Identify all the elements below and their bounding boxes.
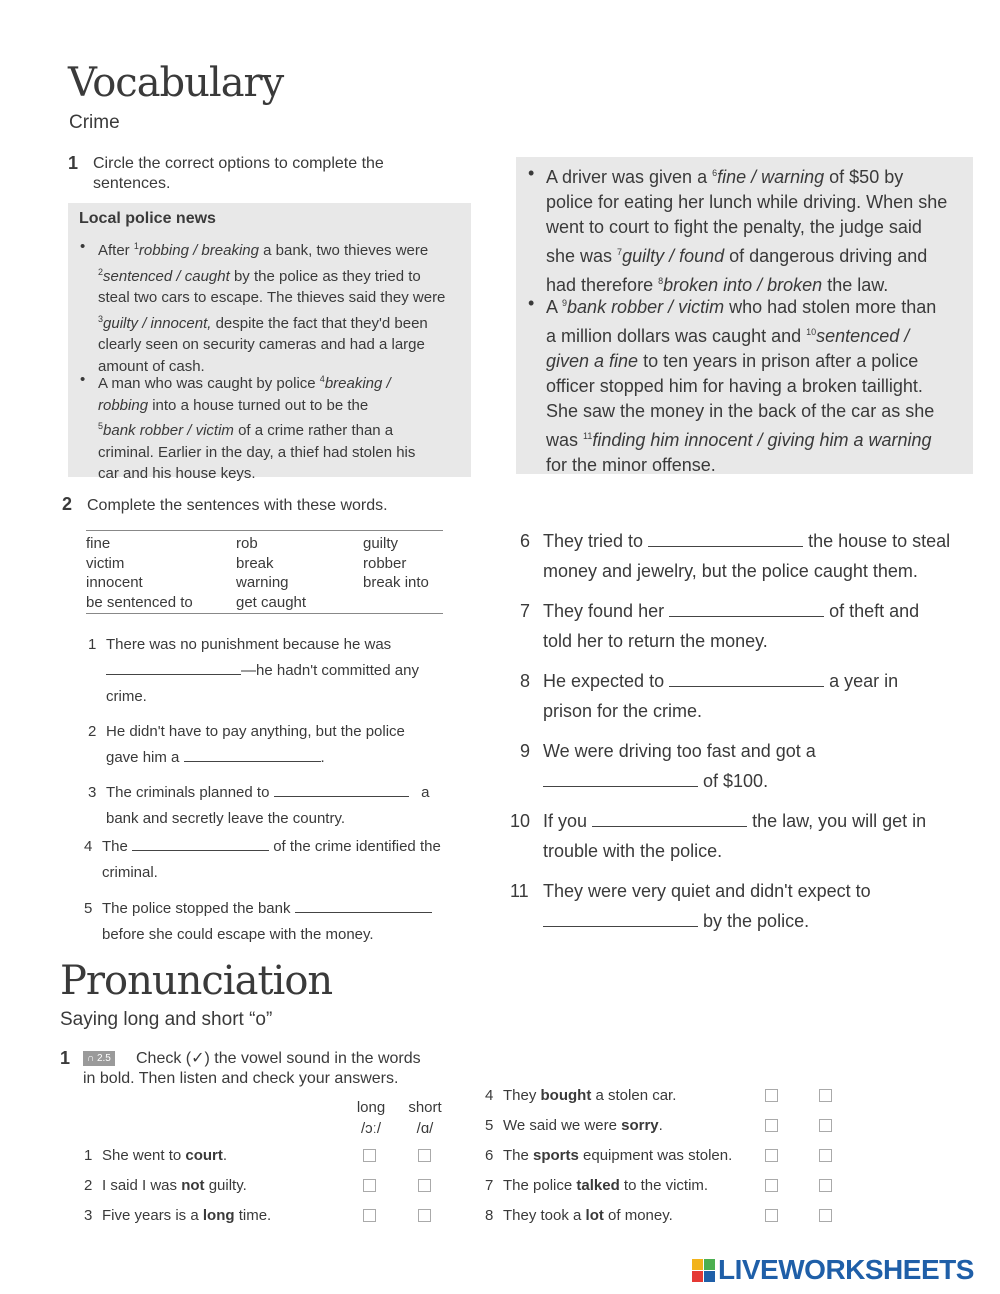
word: break into bbox=[363, 574, 429, 591]
answer-blank[interactable] bbox=[132, 849, 269, 851]
pronunciation-item: 1 She went to court. bbox=[84, 1147, 464, 1164]
option-4-cont[interactable]: robbing bbox=[98, 396, 149, 414]
pronunciation-title: Pronunciation bbox=[60, 958, 333, 1004]
word: victim bbox=[86, 554, 125, 572]
answer-blank[interactable] bbox=[543, 785, 698, 787]
word: warning bbox=[236, 574, 289, 591]
long-checkbox[interactable] bbox=[363, 1179, 376, 1192]
word: get caught bbox=[236, 593, 307, 611]
word-box bbox=[86, 530, 443, 614]
long-checkbox[interactable] bbox=[765, 1089, 778, 1102]
news-item-2: • A man who was caught by police $^4$breaking / robbing into a house turned out to be the $^5$bank robber / victim of a crime rather than a criminal. Earlier in the day, a thief had stolen his car and his house keys. bbox=[76, 369, 488, 485]
instruction-line: Circle the correct options to complete the bbox=[93, 155, 384, 172]
option-5[interactable]: bank robber / victim bbox=[103, 422, 234, 439]
option-3[interactable]: guilty / innocent, bbox=[103, 314, 212, 332]
word: innocent bbox=[86, 574, 143, 591]
question-7: 7 They found her of theft and told her to return the money. bbox=[520, 601, 920, 651]
word: be sentenced to bbox=[86, 593, 193, 611]
long-checkbox[interactable] bbox=[765, 1179, 778, 1192]
news-item-4: • A $^9$bank robber / victim who had stolen more than a million dollars was caught and $^{10}$sentenced / given a fine to ten years in prison after a police officer stopped him for having a broken taillight. She saw the money in the back of the car as she was $^{11}$finding him innocent / giving him a warning for the minor offense. bbox=[524, 291, 991, 478]
news-item-3: • A driver was given a $^6$fine / warning of $50 by police for eating her lunch while driving. When she went to court to fight the penalty, the judge said she was $^7$guilty / found of dangerous driving and had therefore $^8$broken into / broken the law. bbox=[524, 161, 991, 298]
pronunciation-item: 5 We said we were sorry. bbox=[485, 1117, 865, 1134]
option-2[interactable]: sentenced / caught bbox=[103, 267, 230, 285]
question-11: 11 They were very quiet and didn't expect to by the police. bbox=[510, 881, 871, 931]
pronunciation-item: 2 I said I was not guilty. bbox=[84, 1177, 464, 1194]
short-checkbox[interactable] bbox=[418, 1179, 431, 1192]
option-11[interactable]: finding him innocent / giving him a warning bbox=[592, 430, 932, 450]
question-8: 8 He expected to a year in prison for the crime. bbox=[520, 671, 899, 721]
pronunciation-item: 6 The sports equipment was stolen. bbox=[485, 1147, 865, 1164]
question-4: 4 The of the crime identified the criminal. bbox=[84, 838, 441, 881]
box-title: Local police news bbox=[79, 210, 216, 227]
audio-badge[interactable]: ∩ 2.5 bbox=[83, 1051, 115, 1066]
column-header-long: long /ɔː/ bbox=[356, 1099, 386, 1137]
word: robber bbox=[363, 554, 407, 572]
option-9[interactable]: bank robber / victim bbox=[567, 297, 725, 317]
short-checkbox[interactable] bbox=[819, 1089, 832, 1102]
answer-blank[interactable] bbox=[648, 545, 803, 547]
question-10: 10 If you the law, you will get in trouble with the police. bbox=[510, 811, 927, 861]
pronunciation-item: 7 The police talked to the victim. bbox=[485, 1177, 865, 1194]
word: break bbox=[236, 554, 274, 572]
word: rob bbox=[236, 535, 258, 552]
vocabulary-subtitle: Crime bbox=[69, 112, 120, 133]
answer-blank[interactable] bbox=[543, 925, 698, 927]
long-checkbox[interactable] bbox=[765, 1209, 778, 1222]
long-checkbox[interactable] bbox=[765, 1149, 778, 1162]
question-3: 3 The criminals planned to a bank and secretly leave the country. bbox=[88, 784, 430, 827]
question-6: 6 They tried to the house to steal money and jewelry, but the police caught them. bbox=[520, 531, 951, 581]
short-checkbox[interactable] bbox=[819, 1119, 832, 1132]
instruction-text: Complete the sentences with these words. bbox=[87, 497, 388, 514]
column-header-short: short /ɑ/ bbox=[408, 1099, 442, 1137]
question-1: 1 There was no punishment because he was —he hadn't committed any crime. bbox=[88, 636, 419, 705]
short-checkbox[interactable] bbox=[819, 1149, 832, 1162]
short-checkbox[interactable] bbox=[819, 1179, 832, 1192]
instruction-line: sentences. bbox=[93, 175, 171, 192]
word: fine bbox=[86, 535, 111, 552]
option-4[interactable]: breaking / bbox=[324, 375, 391, 392]
short-checkbox[interactable] bbox=[418, 1209, 431, 1222]
pronunciation-item: 3 Five years is a long time. bbox=[84, 1207, 464, 1224]
logo-blocks-icon bbox=[692, 1259, 716, 1283]
pronunciation-item: 8 They took a lot of money. bbox=[485, 1207, 865, 1224]
answer-blank[interactable] bbox=[184, 760, 321, 762]
vocabulary-title: Vocabulary bbox=[68, 60, 284, 106]
news-item-1: • After $^1$robbing / breaking a bank, two thieves were $^2$sentenced / caught by the police as they tried to steal two cars to escape. The thieves said they were $^3$guilty / innocent, despite the fact that they'd been clearly seen on security cameras and had a large amount of cash. bbox=[76, 236, 488, 377]
option-7[interactable]: guilty / found bbox=[622, 246, 725, 266]
exercise-number: 2 bbox=[62, 494, 73, 514]
question-9: 9 We were driving too fast and got a of $100. bbox=[520, 741, 816, 791]
option-8[interactable]: broken into / broken bbox=[663, 275, 823, 295]
word: guilty bbox=[363, 535, 399, 552]
headphones-icon: ∩ bbox=[87, 1053, 95, 1064]
long-checkbox[interactable] bbox=[765, 1119, 778, 1132]
pronunciation-subtitle: Saying long and short “o” bbox=[60, 1009, 273, 1030]
pronunciation-item: 4 They bought a stolen car. bbox=[485, 1087, 865, 1104]
exercise-1-instruction bbox=[68, 153, 448, 192]
option-6[interactable]: fine / warning bbox=[717, 167, 825, 187]
answer-blank[interactable] bbox=[669, 685, 824, 687]
option-10-cont[interactable]: given a fine bbox=[546, 351, 639, 371]
option-1[interactable]: robbing / breaking bbox=[138, 242, 259, 259]
liveworksheets-logo: LIVEWORKSHEETS bbox=[692, 1255, 992, 1285]
exercise-2-instruction bbox=[62, 494, 388, 515]
answer-blank[interactable] bbox=[295, 911, 432, 913]
answer-blank[interactable] bbox=[106, 673, 241, 675]
short-checkbox[interactable] bbox=[819, 1209, 832, 1222]
answer-blank[interactable] bbox=[592, 825, 747, 827]
answer-blank[interactable] bbox=[274, 795, 409, 797]
short-checkbox[interactable] bbox=[418, 1149, 431, 1162]
exercise-number: 1 bbox=[60, 1048, 71, 1068]
long-checkbox[interactable] bbox=[363, 1209, 376, 1222]
exercise-number: 1 bbox=[68, 153, 79, 173]
question-5: 5 The police stopped the bank before she could escape with the money. bbox=[84, 896, 464, 922]
pronunciation-instruction: 1 ∩ 2.5 Check (✓) the vowel sound in the words in bold. Then listen and check your answers. bbox=[60, 1048, 421, 1087]
option-10[interactable]: sentenced / bbox=[816, 326, 910, 346]
police-news-box-continued bbox=[516, 157, 973, 474]
long-checkbox[interactable] bbox=[363, 1149, 376, 1162]
question-2: 2 He didn't have to pay anything, but the police gave him a . bbox=[88, 723, 405, 766]
local-police-news-box bbox=[68, 203, 471, 482]
answer-blank[interactable] bbox=[669, 615, 824, 617]
